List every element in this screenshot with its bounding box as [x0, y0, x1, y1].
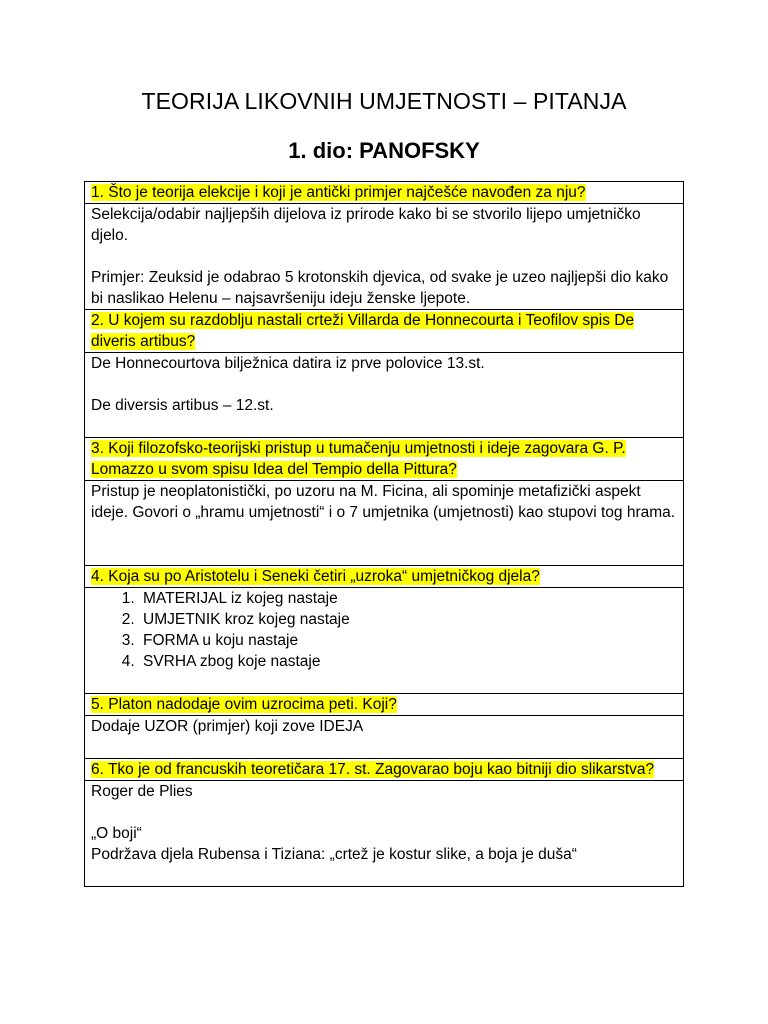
answer-row — [85, 204, 684, 310]
question-row — [85, 694, 684, 716]
question-row — [85, 438, 684, 481]
answer-cell — [85, 588, 684, 694]
answer-cell — [85, 716, 684, 759]
answer-row — [85, 716, 684, 759]
question-text: 1. Što je teorija elekcije i koji je antički primjer najčešće navođen za nju? — [91, 184, 586, 201]
document-subtitle: 1. dio: PANOFSKY — [288, 138, 480, 163]
question-cell — [85, 566, 684, 588]
qa-table — [84, 181, 684, 887]
answer-cell — [85, 204, 684, 310]
answer-text: Podržava djela Rubensa i Tiziana: „crtež je kostur slike, a boja je duša“ — [91, 846, 577, 863]
answer-row — [85, 588, 684, 694]
causes-list — [91, 588, 678, 672]
question-cell — [85, 438, 684, 481]
question-row — [85, 310, 684, 353]
question-cell — [85, 694, 684, 716]
answer-cell — [85, 481, 684, 566]
question-text: 6. Tko je od francuskih teoretičara 17. st. Zagovarao boju kao bitniji dio slikarstva? — [91, 761, 655, 778]
question-row — [85, 566, 684, 588]
list-item: 1. MATERIJAL iz kojeg nastaje — [139, 588, 678, 609]
answer-text: Roger de Plies — [91, 783, 193, 800]
answer-cell — [85, 781, 684, 887]
answer-text: Primjer: Zeuksid je odabrao 5 krotonskih djevica, od svake je uzeo najljepši dio kako bi naslikao Helenu – najsavršeniju ideju ženske ljepote. — [91, 269, 669, 307]
question-text: 5. Platon nadodaje ovim uzrocima peti. Koji? — [91, 696, 397, 713]
question-text: 3. Koji filozofsko-teorijski pristup u tumačenju umjetnosti i ideje zagovara G. P. Lomazzo u svom spisu Idea del Tempio della Pittura? — [91, 440, 626, 478]
answer-row — [85, 481, 684, 566]
question-cell — [85, 182, 684, 204]
answer-text: Selekcija/odabir najljepših dijelova iz prirode kako bi se stvorilo lijepo umjetničko djelo. — [91, 206, 641, 244]
answer-row — [85, 353, 684, 438]
question-cell — [85, 310, 684, 353]
answer-text: De diversis artibus – 12.st. — [91, 397, 274, 414]
answer-text: Pristup je neoplatonistički, po uzoru na M. Ficina, ali spominje metafizički aspekt ideje. Govori o „hramu umjetnosti“ i o 7 umjetnika (umjetnosti) kao stupovi tog hrama. — [91, 483, 676, 521]
answer-text: Dodaje UZOR (primjer) koji zove IDEJA — [91, 718, 364, 735]
answer-cell — [85, 353, 684, 438]
question-text: 2. U kojem su razdoblju nastali crteži Villarda de Honnecourta i Teofilov spis De diveris artibus? — [91, 312, 635, 350]
list-item: 4. SVRHA zbog koje nastaje — [139, 651, 678, 672]
question-row — [85, 759, 684, 781]
answer-text: „O boji“ — [91, 825, 142, 842]
document-title: TEORIJA LIKOVNIH UMJETNOSTI – PITANJA — [141, 88, 627, 114]
question-row — [85, 182, 684, 204]
list-item: 3. FORMA u koju nastaje — [139, 630, 678, 651]
list-item: 2. UMJETNIK kroz kojeg nastaje — [139, 609, 678, 630]
answer-text: De Honnecourtova bilježnica datira iz prve polovice 13.st. — [91, 355, 485, 372]
answer-row — [85, 781, 684, 887]
question-cell — [85, 759, 684, 781]
question-text: 4. Koja su po Aristotelu i Seneki četiri „uzroka“ umjetničkog djela? — [91, 568, 540, 585]
